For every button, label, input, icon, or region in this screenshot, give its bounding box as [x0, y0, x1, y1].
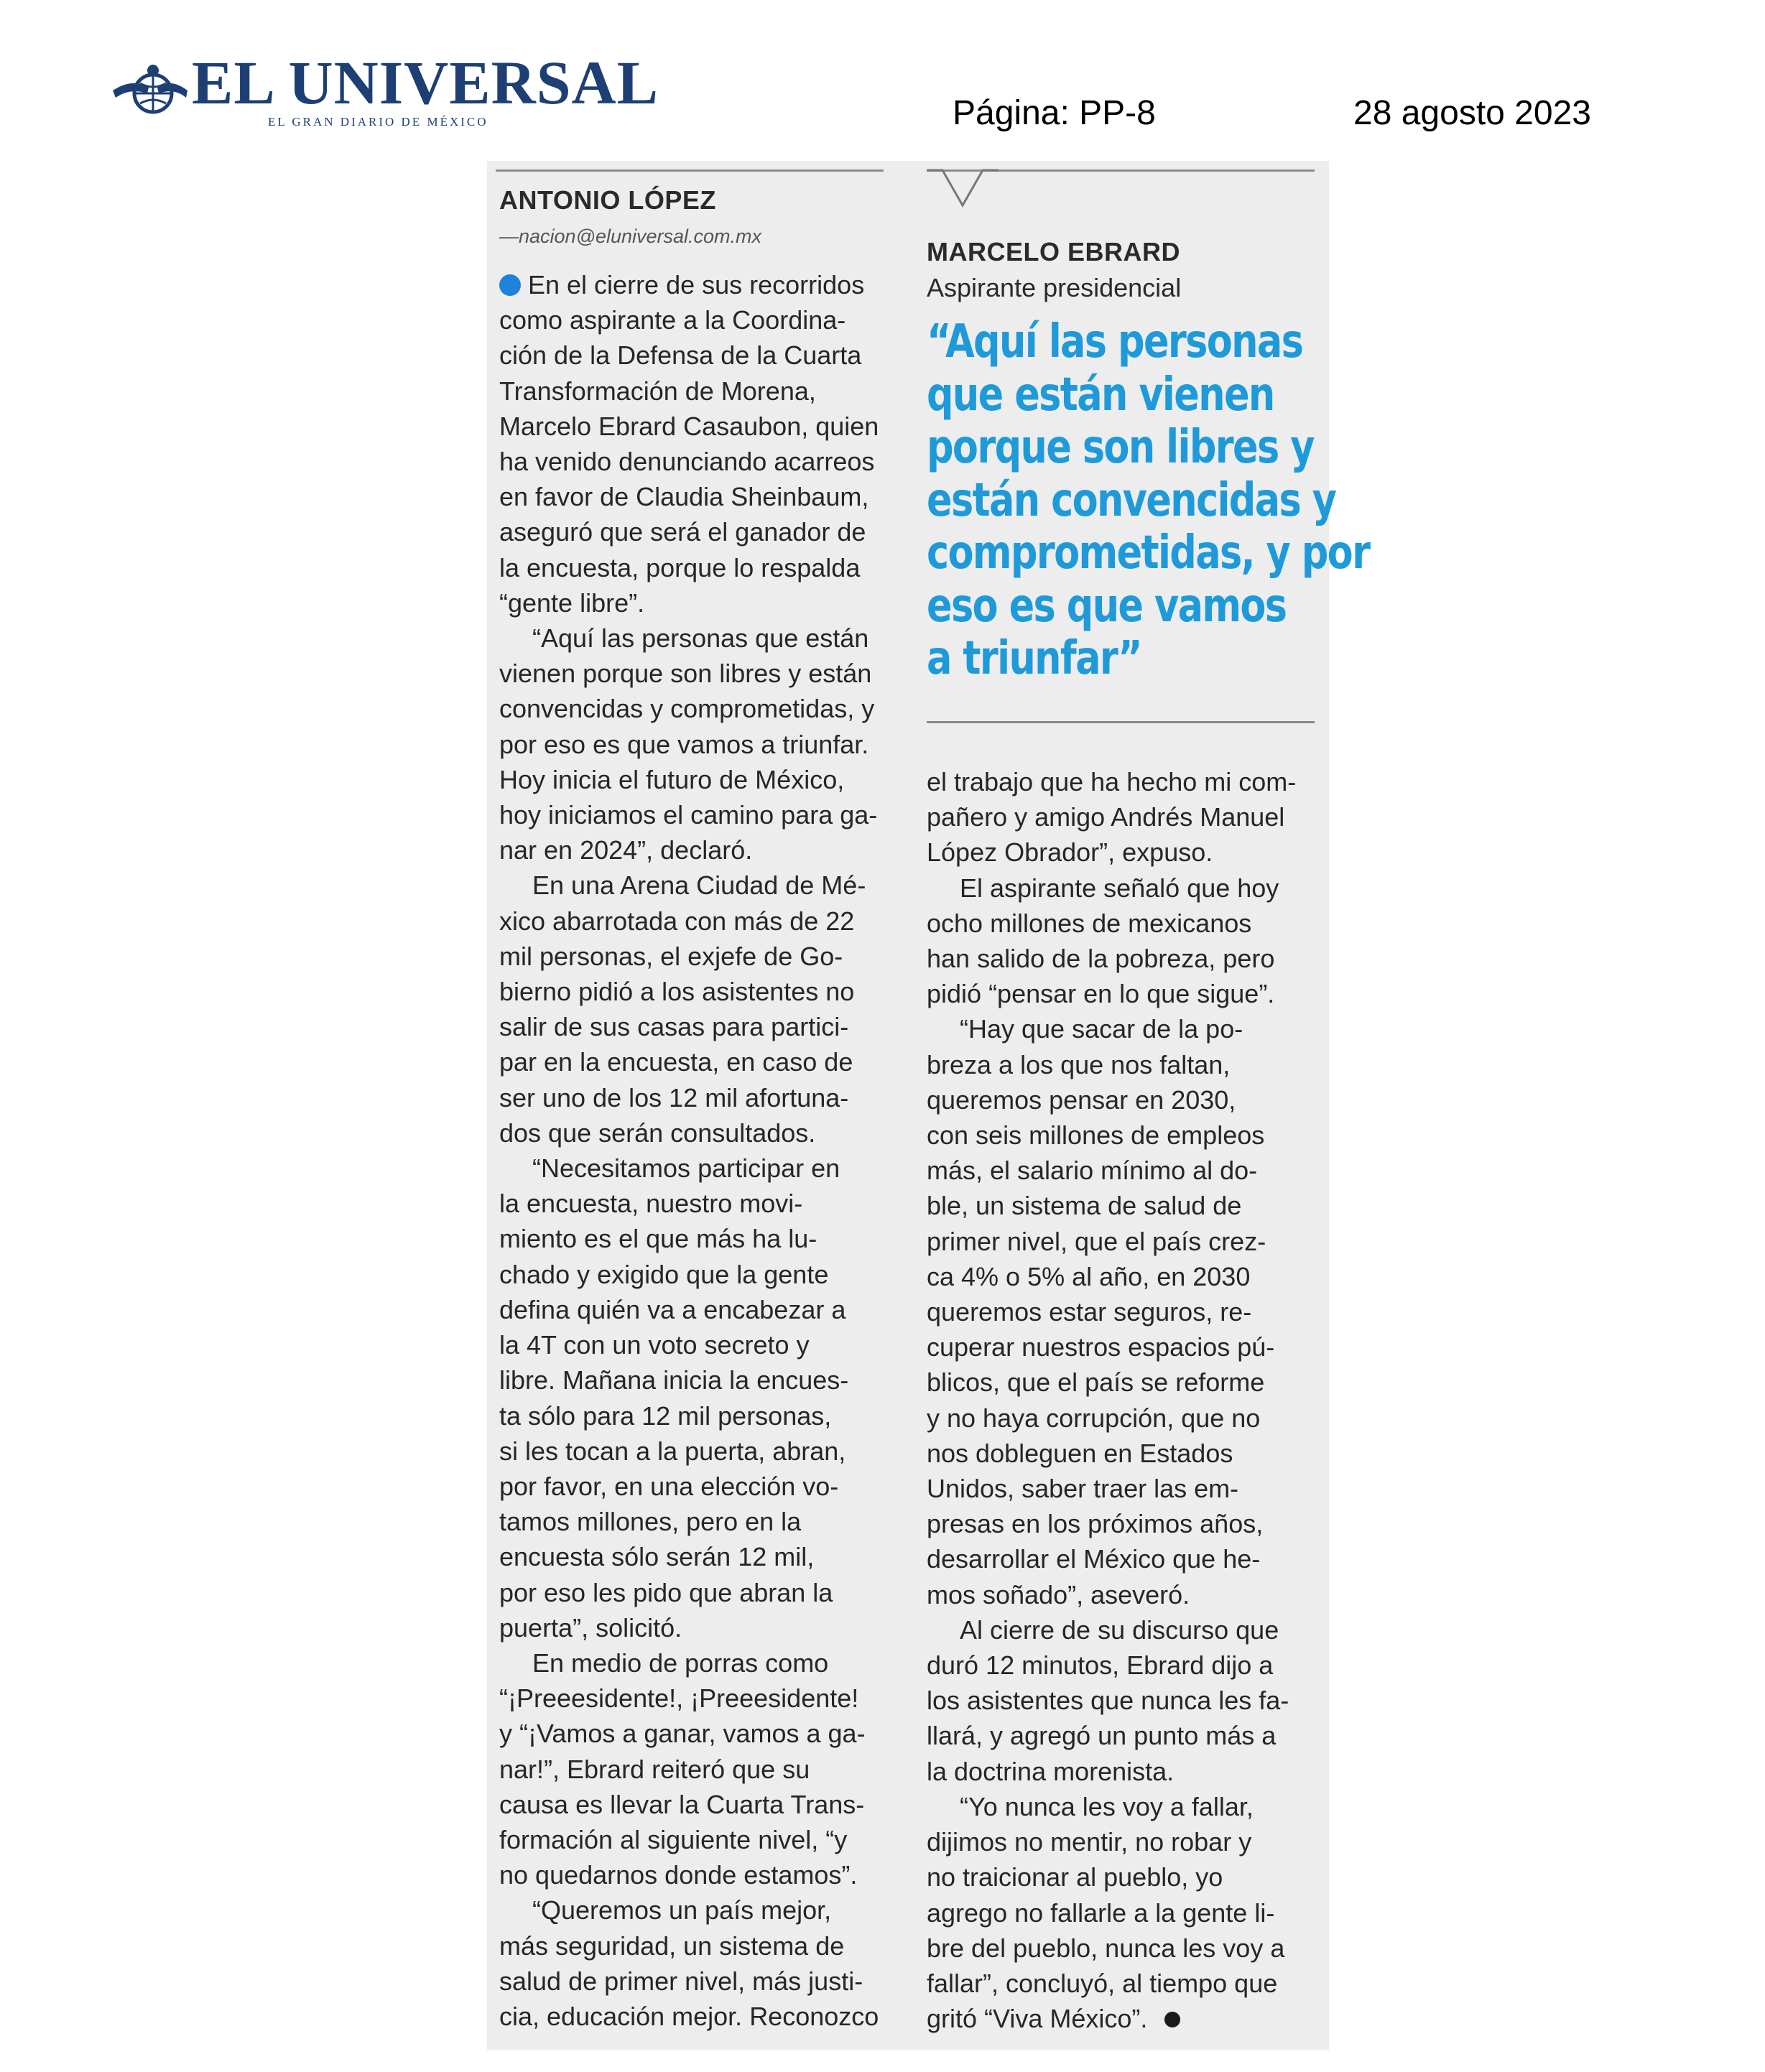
article-line: por eso les pido que abran la: [499, 1577, 833, 1607]
article-line: desarrollar el México que he-: [927, 1544, 1261, 1574]
logo-tagline: EL GRAN DIARIO DE MÉXICO: [268, 115, 488, 129]
article-line: bre del pueblo, nunca les voy a: [927, 1933, 1285, 1963]
article-line: defina quién va a encabezar a: [499, 1294, 846, 1324]
pull-quote-line: están convencidas y: [927, 473, 1336, 527]
article-column-1: [499, 267, 887, 2034]
article-line: han salido de la pobreza, pero: [927, 944, 1275, 974]
article-line: “Queremos un país mejor,: [532, 1895, 832, 1925]
article-paragraph: [499, 1151, 887, 1645]
article-line: salud de primer nivel, más justi-: [499, 1966, 863, 1996]
article-line: en favor de Claudia Sheinbaum,: [499, 482, 869, 512]
article-line: pidió “pensar en lo que sigue”.: [927, 979, 1275, 1009]
article-line: por eso es que vamos a triunfar.: [499, 729, 869, 759]
article-line: nar!”, Ebrard reiteró que su: [499, 1754, 810, 1784]
article-line: cuperar nuestros espacios pú-: [927, 1332, 1275, 1362]
article-line: nos dobleguen en Estados: [927, 1438, 1233, 1468]
article-line: si les tocan a la puerta, abran,: [499, 1436, 846, 1466]
article-line: encuesta sólo serán 12 mil,: [499, 1542, 815, 1572]
article-line: tamos millones, pero en la: [499, 1507, 802, 1537]
article-line: y no haya corrupción, que no: [927, 1403, 1261, 1433]
article-line: puerta”, solicitó.: [499, 1612, 682, 1643]
article-line: llará, y agregó un punto más a: [927, 1721, 1277, 1751]
article-line: convencidas y comprometidas, y: [499, 694, 875, 724]
article-line: El aspirante señaló que hoy: [960, 873, 1279, 903]
article-line: “Yo nunca les voy a fallar,: [960, 1791, 1254, 1821]
article-line: como aspirante a la Coordina-: [499, 305, 846, 335]
article-paragraph: [499, 621, 887, 868]
article-line: Marcelo Ebrard Casaubon, quien: [499, 411, 879, 441]
article-line: gritó “Viva México”.: [927, 2004, 1148, 2034]
article-line: fallar”, concluyó, al tiempo que: [927, 1968, 1278, 1998]
page-number: Página: PP-8: [953, 94, 1156, 132]
article-line: más, el salario mínimo al do-: [927, 1156, 1258, 1186]
article-line: dos que serán consultados.: [499, 1118, 816, 1148]
article-paragraph: [499, 868, 887, 1151]
article-line: cia, educación mejor. Reconozco: [499, 2001, 879, 2031]
pull-quote-line: comprometidas, y por: [927, 526, 1370, 580]
article-line: ocho millones de mexicanos: [927, 908, 1252, 938]
author-name: ANTONIO LÓPEZ: [499, 185, 716, 215]
article-paragraph: [499, 1892, 887, 2034]
article-paragraph: [927, 1789, 1315, 2036]
logo-name: EL UNIVERSAL: [192, 48, 659, 117]
pull-quote: [927, 315, 1370, 686]
article-line: queremos estar seguros, re-: [927, 1297, 1252, 1327]
article-line: par en la encuesta, en caso de: [499, 1047, 853, 1077]
article-line: Hoy inicia el futuro de México,: [499, 764, 845, 794]
article-paragraph: [927, 1011, 1315, 1612]
article-line: Al cierre de su discurso que: [960, 1615, 1279, 1645]
article-line: “gente libre”.: [499, 587, 645, 618]
article-line: más seguridad, un sistema de: [499, 1931, 845, 1961]
article-line: la encuesta, porque lo respalda: [499, 552, 861, 582]
article-line: breza a los que nos faltan,: [927, 1049, 1231, 1079]
article-paragraph: [927, 870, 1315, 1012]
article-line: nar en 2024”, declaró.: [499, 835, 753, 865]
pull-quote-line: porque son libres y: [927, 421, 1314, 474]
article-line: ta sólo para 12 mil personas,: [499, 1400, 832, 1431]
bullet-dot-icon: [499, 274, 521, 296]
article-line: vienen porque son libres y están: [499, 659, 872, 689]
article-line: dijimos no mentir, no robar y: [927, 1827, 1252, 1857]
article-line: mos soñado”, aseveró.: [927, 1579, 1190, 1609]
quote-speaker-role: Aspirante presidencial: [927, 273, 1182, 302]
article-line: libre. Mañana inicia la encues-: [499, 1365, 849, 1395]
article-line: queremos pensar en 2030,: [927, 1084, 1236, 1115]
article-line: salir de sus casas para partici-: [499, 1012, 849, 1042]
article-line: Transformación de Morena,: [499, 376, 816, 406]
quote-speaker-name: MARCELO EBRARD: [927, 237, 1180, 266]
article-column-2: [927, 764, 1315, 2036]
article-line: la encuesta, nuestro movi-: [499, 1189, 803, 1219]
article-line: aseguró que será el ganador de: [499, 517, 866, 547]
pull-quote-line: a triunfar”: [927, 632, 1141, 685]
article-line: ción de la Defensa de la Cuarta: [499, 340, 862, 371]
article-line: por favor, en una elección vo-: [499, 1471, 839, 1501]
article-line: agrego no fallarle a la gente li-: [927, 1897, 1275, 1928]
article-line: primer nivel, que el país crez-: [927, 1226, 1266, 1256]
newspaper-logo: [111, 48, 659, 138]
article-line: “Aquí las personas que están: [532, 623, 869, 654]
end-mark-icon: [1164, 2012, 1180, 2027]
article-line: no quedarnos donde estamos”.: [499, 1860, 858, 1890]
article-line: mil personas, el exjefe de Go-: [499, 941, 843, 971]
article-line: y “¡Vamos a ganar, vamos a ga-: [499, 1719, 866, 1749]
article-line: Unidos, saber traer las em-: [927, 1474, 1239, 1504]
article-line: la doctrina morenista.: [927, 1756, 1175, 1786]
article-clipping: [487, 161, 1370, 2050]
article-line: formación al siguiente nivel, “y: [499, 1824, 848, 1854]
article-line: ble, un sistema de salud de: [927, 1191, 1242, 1221]
article-line: En medio de porras como: [532, 1648, 829, 1678]
top-rule-left: [496, 169, 884, 172]
article-line: “¡Preeesidente!, ¡Preeesidente!: [499, 1683, 859, 1714]
article-line: presas en los próximos años,: [927, 1509, 1264, 1539]
article-paragraph: [499, 267, 887, 621]
pull-quote-line: “Aquí las personas: [927, 315, 1303, 368]
article-line: con seis millones de empleos: [927, 1120, 1265, 1151]
article-line: “Hay que sacar de la po-: [960, 1014, 1243, 1044]
article-line: En una Arena Ciudad de Mé-: [532, 870, 866, 901]
article-line: chado y exigido que la gente: [499, 1259, 829, 1289]
page-header: [0, 0, 1765, 151]
article-line: pañero y amigo Andrés Manuel: [927, 802, 1285, 832]
article-line: blicos, que el país se reforme: [927, 1367, 1265, 1398]
article-line: ser uno de los 12 mil afortuna-: [499, 1082, 849, 1112]
chevron-down-icon: [927, 161, 999, 208]
eagle-globe-icon: [111, 62, 189, 119]
article-line: no traicionar al pueblo, yo: [927, 1862, 1223, 1892]
article-line: miento es el que más ha lu-: [499, 1224, 817, 1254]
article-line: xico abarrotada con más de 22: [499, 906, 855, 936]
article-line: hoy iniciamos el camino para ga-: [499, 800, 878, 830]
article-line: López Obrador”, expuso.: [927, 837, 1213, 868]
pull-quote-line: que están vienen: [927, 368, 1274, 422]
article-line: la 4T con un voto secreto y: [499, 1330, 810, 1360]
quote-bottom-rule: [927, 721, 1315, 723]
article-line: “Necesitamos participar en: [532, 1153, 840, 1184]
article-line: bierno pidió a los asistentes no: [499, 977, 855, 1007]
article-paragraph: [927, 1612, 1315, 1789]
article-paragraph: [499, 1645, 887, 1892]
article-line: el trabajo que ha hecho mi com-: [927, 767, 1297, 796]
article-paragraph: [927, 764, 1315, 870]
author-email: —nacion@eluniversal.com.mx: [499, 226, 762, 247]
article-line: En el cierre de sus recorridos: [528, 270, 865, 299]
article-line: duró 12 minutos, Ebrard dijo a: [927, 1650, 1274, 1681]
publication-date: 28 agosto 2023: [1353, 94, 1591, 132]
article-line: ha venido denunciando acarreos: [499, 447, 875, 477]
article-line: los asistentes que nunca les fa-: [927, 1686, 1289, 1716]
article-line: ca 4% o 5% al año, en 2030: [927, 1261, 1251, 1291]
article-line: causa es llevar la Cuarta Trans-: [499, 1789, 865, 1819]
pull-quote-line: eso es que vamos: [927, 579, 1287, 633]
